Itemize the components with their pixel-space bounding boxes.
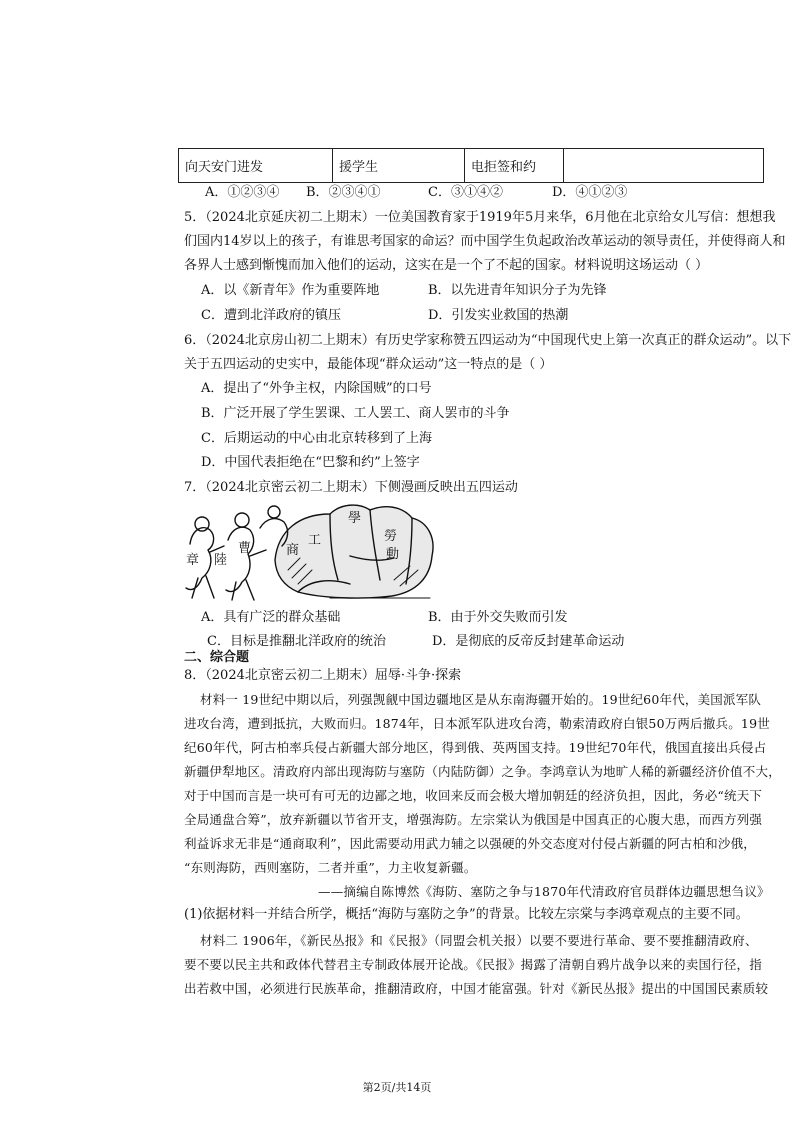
material1-line: 进攻台湾，遭到抵抗，大败而归。1874年，日本派军队进攻台湾，勒索清政府白银50万两后撤兵。19世 <box>184 716 770 731</box>
material1-line: 对于中国而言是一块可有可无的边鄙之地，收回来反而会极大增加朝廷的经济负担，因此，务必“统天下 <box>184 788 763 803</box>
q7-stem: 7．（2024北京密云初二上期末）下侧漫画反映出五四运动 <box>184 480 518 495</box>
q7-option-d: D．是彻底的反帝反封建革命运动 <box>432 634 625 649</box>
material1-line: 材料一 19世纪中期以后，列强觊觎中国边疆地区是从东南海疆开始的。19世纪60年代，美国派军队 <box>200 692 762 707</box>
q6-option-d: D．中国代表拒绝在“巴黎和约”上签字 <box>201 455 420 470</box>
q6-stem-line: 关于五四运动的史实中，最能体现“群众运动”这一特点的是（ ） <box>184 357 553 372</box>
may-fourth-cartoon <box>180 500 438 602</box>
material1-line: 纪60年代，阿古柏率兵侵占新疆大部分地区，得到俄、英两国支持。19世纪70年代，俄国直接出兵侵占 <box>184 740 767 755</box>
q8-subquestion-1: (1)依据材料一并结合所学，概括“海防与塞防之争”的背景。比较左宗棠与李鸿章观点的主要不同。 <box>184 907 749 922</box>
material2-line: 出若救中国，必须进行民族革命，推翻清政府，中国才能富强。针对《新民丛报》提出的中国国民素质较 <box>184 981 769 996</box>
cartoon-label: 動 <box>386 547 400 562</box>
table-cell: 援学生 <box>333 149 465 183</box>
q4-option-b: B．②③④① <box>306 185 381 200</box>
q7-option-a: A．具有广泛的群众基础 <box>201 610 341 625</box>
q6-option-a: A．提出了“外争主权，内除国贼”的口号 <box>201 381 432 396</box>
cartoon-label: 陸 <box>214 553 228 568</box>
q6-option-c: C．后期运动的中心由北京转移到了上海 <box>201 431 432 446</box>
material1-line: “东则海防，西则塞防，二者并重”，力主收复新疆。 <box>184 860 477 875</box>
answer-table <box>178 148 764 183</box>
q5-stem-line: 各界人士感到惭愧而加入他们的运动，这实在是一个了不起的国家。材料说明这场运动（ ） <box>184 258 709 273</box>
q5-option-c: C．遭到北洋政府的镇压 <box>201 308 341 323</box>
q4-option-d: D．④①②③ <box>552 185 628 200</box>
page-number: 第2页/共14页 <box>362 1081 432 1094</box>
material1-line: 利益诉求无非是“通商取利”，因此需要动用武力辅之以强硬的外交态度对付侵占新疆的阿古柏和沙俄， <box>184 836 756 851</box>
cartoon-label: 勞 <box>384 529 398 544</box>
q5-option-b: B．以先进青年知识分子为先锋 <box>428 283 607 298</box>
cartoon-label: 商 <box>286 543 300 558</box>
material1-line: 新疆伊犁地区。清政府内部出现海防与塞防（内陆防御）之争。李鸿章认为地旷人稀的新疆经济价值不大， <box>184 764 781 779</box>
table-cell: 向天安门进发 <box>179 149 333 183</box>
cartoon-label: 曹 <box>238 541 252 556</box>
q6-option-b: B．广泛开展了学生罢课、工人罢工、商人罢市的斗争 <box>201 406 510 421</box>
cartoon-label: 工 <box>308 533 322 548</box>
material2-line: 要不要以民主共和政体代替君主专制政体展开论战。《民报》揭露了清朝自鸦片战争以来的卖国行径，指 <box>184 957 762 972</box>
q5-stem-line: 5．（2024北京延庆初二上期末）一位美国教育家于1919年5月来华，6月他在北京给女儿写信：想想我 <box>184 210 776 225</box>
material2-line: 材料二 1906年，《新民丛报》和《民报》（同盟会机关报）以要不要进行革命、要不要推翻清政府、 <box>200 933 758 948</box>
q6-stem-line: 6．（2024北京房山初二上期末）有历史学家称赞五四运动为“中国现代史上第一次真正的群众运动”。以下 <box>184 333 792 348</box>
table-cell: 电拒签和约 <box>465 149 564 183</box>
q5-stem-line: 们国内14岁以上的孩子，有谁思考国家的命运？而中国学生负起政治改革运动的领导责任，并使得商人和 <box>184 234 786 249</box>
q5-option-d: D．引发实业救国的热潮 <box>428 308 569 323</box>
cartoon-label: 章 <box>186 553 200 568</box>
table-row <box>179 149 764 183</box>
q7-option-c: C．目标是推翻北洋政府的统治 <box>207 634 386 649</box>
q8-stem: 8．（2024北京密云初二上期末）屈辱·斗争·探索 <box>184 668 462 683</box>
q4-option-c: C．③①④② <box>428 185 503 200</box>
q4-option-a: A．①②③④ <box>205 185 280 200</box>
q5-option-a: A．以《新青年》作为重要阵地 <box>201 283 380 298</box>
q7-option-b: B．由于外交失败而引发 <box>428 610 568 625</box>
material1-line: 全局通盘合筹”，放弃新疆以节省开支，增强海防。左宗棠认为俄国是中国真正的心腹大患，而西方列强 <box>184 812 763 827</box>
material1-source: ——摘编自陈博然《海防、塞防之争与1870年代清政府官员群体边疆思想刍议》 <box>318 884 770 899</box>
cartoon-label: 學 <box>348 511 362 526</box>
section-title: 二、综合题 <box>184 650 250 665</box>
table-cell <box>564 149 764 183</box>
